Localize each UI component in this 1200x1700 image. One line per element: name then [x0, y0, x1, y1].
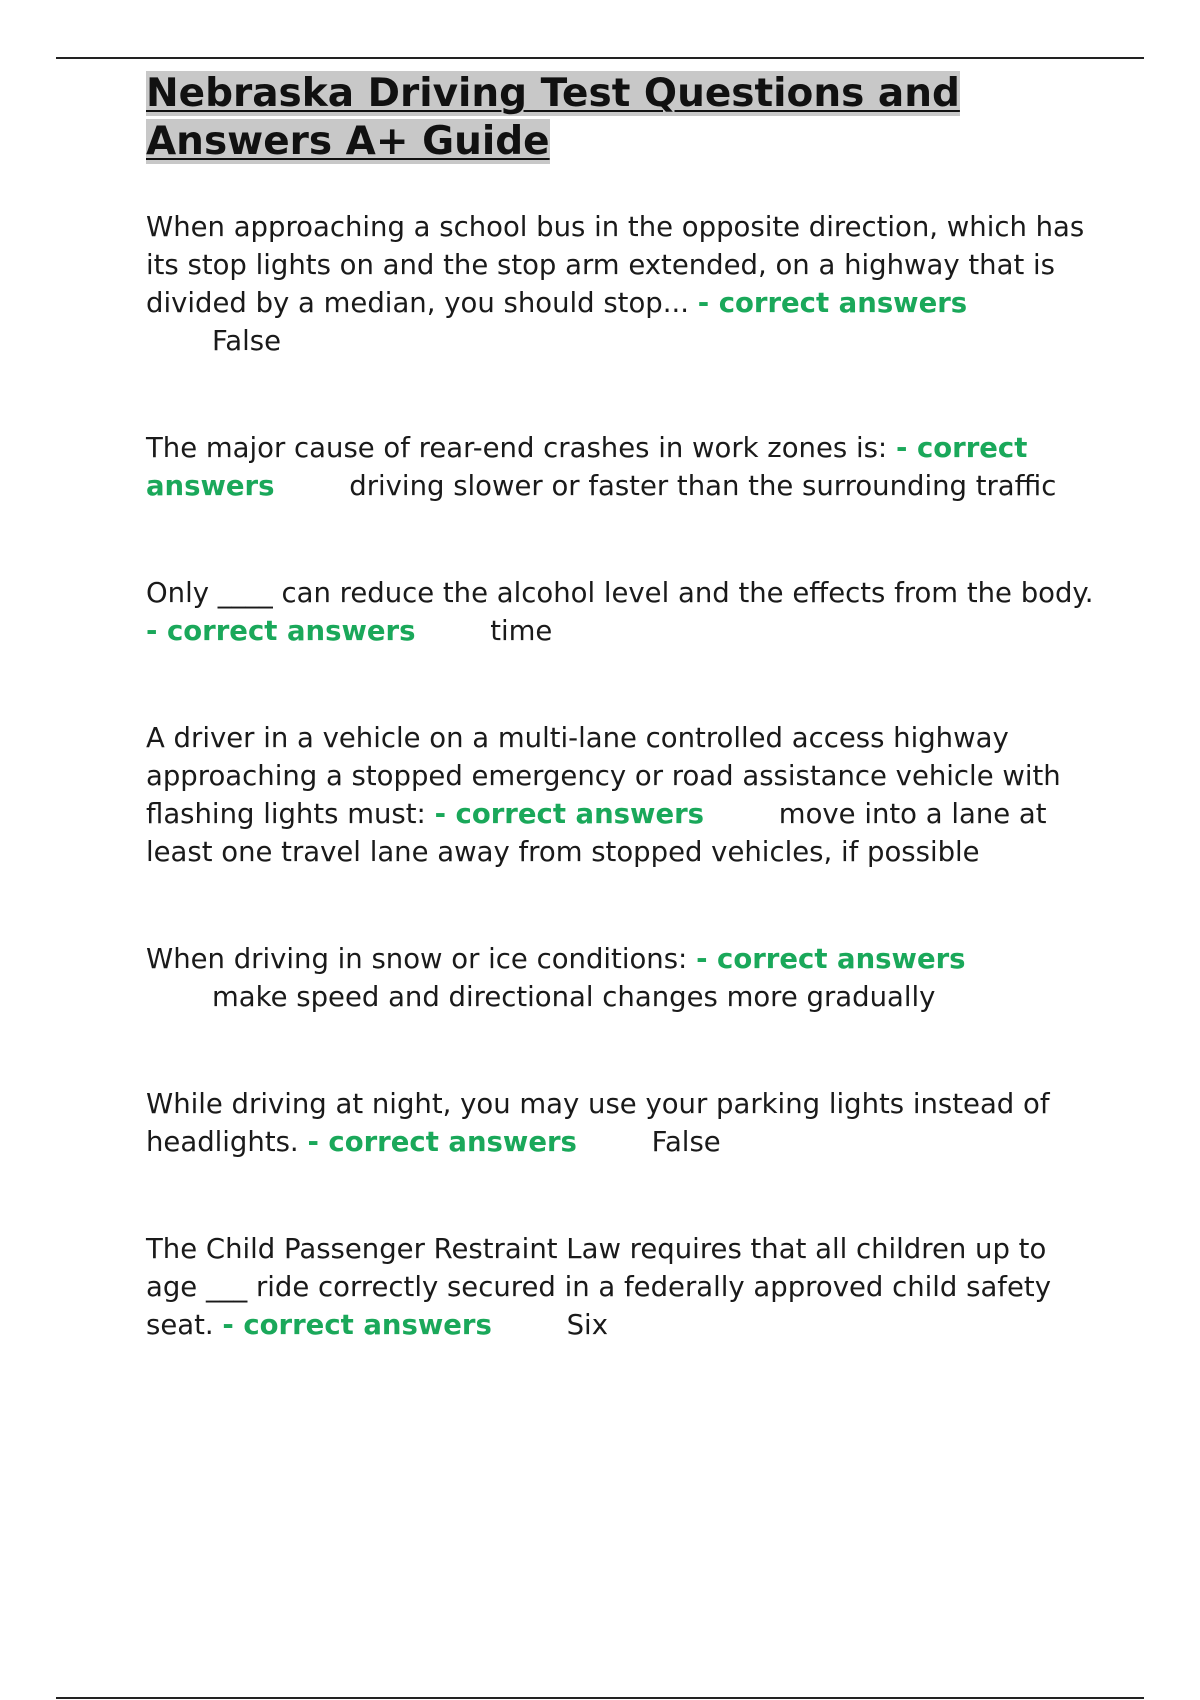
question-text: When driving in snow or ice conditions: [146, 943, 688, 975]
answer-text: time [490, 615, 553, 647]
qa-item [146, 429, 1096, 505]
correct-answers-marker: - correct answers [146, 615, 416, 647]
qa-item [146, 719, 1096, 871]
qa-item [146, 1230, 1096, 1344]
answer-text: driving slower or faster than the surrounding traffic [349, 470, 1057, 502]
correct-answers-marker: - correct answers [146, 432, 1028, 502]
document-body [146, 70, 1096, 1344]
bottom-rule [56, 1697, 1144, 1699]
qa-item [146, 940, 1096, 1016]
question-text: The major cause of rear-end crashes in work zones is: [146, 432, 888, 464]
question-text: While driving at night, you may use your parking lights instead of headlights. [146, 1088, 1050, 1158]
correct-answers-marker: - correct answers [222, 1309, 492, 1341]
correct-answers-marker: - correct answers [307, 1126, 577, 1158]
document-title: Nebraska Driving Test Questions and Answers A+ Guide [146, 71, 960, 164]
correct-answers-marker: - correct answers [434, 798, 705, 830]
question-text: When approaching a school bus in the opposite direction, which has its stop lights on and the stop arm extended, on a highway that is divided by a median, you should stop... [146, 211, 1085, 319]
question-text: The Child Passenger Restraint Law requires that all children up to age ___ ride correctly secured in a federally approved child safety seat. [146, 1233, 1051, 1341]
question-text: A driver in a vehicle on a multi-lane controlled access highway approaching a stopped emergency or road assistance vehicle with flashing lights must: [146, 722, 1061, 830]
qa-item [146, 574, 1096, 650]
correct-answers-marker: - correct answers [697, 287, 968, 319]
correct-answers-marker: - correct answers [696, 943, 966, 975]
question-text: Only ____ can reduce the alcohol level and the effects from the body. [146, 577, 1094, 609]
qa-item [146, 1085, 1096, 1161]
answer-text: move into a lane at least one travel lane away from stopped vehicles, if possible [146, 798, 1047, 868]
answer-text: False [651, 1126, 721, 1158]
answer-text: make speed and directional changes more gradually [212, 981, 936, 1013]
answer-text: False [212, 325, 282, 357]
answer-text: Six [566, 1309, 608, 1341]
qa-item [146, 208, 1096, 360]
top-rule [56, 57, 1144, 59]
